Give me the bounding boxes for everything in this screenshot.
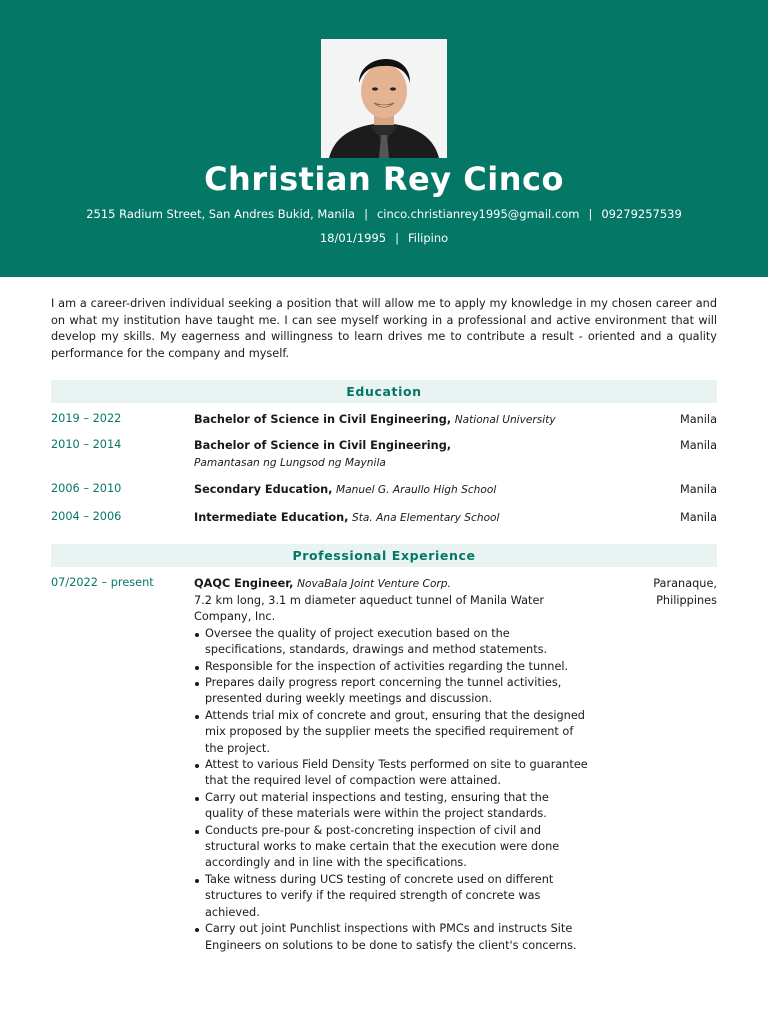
education-dates: 2010 – 2014 bbox=[51, 438, 122, 451]
list-item: Responsible for the inspection of activities regarding the tunnel. bbox=[194, 659, 589, 675]
list-item: Prepares daily progress report concerning the tunnel activities, presented during weekly meetings and discussion. bbox=[194, 675, 589, 708]
profile-photo-illustration bbox=[321, 39, 447, 158]
education-description bbox=[194, 438, 624, 471]
education-location: Manila bbox=[679, 511, 717, 524]
list-item: Conducts pre-pour & post-concreting inspection of civil and structural works to make certain that the execution were done accordingly and in line with the specifications. bbox=[194, 823, 589, 872]
list-item: Take witness during UCS testing of concrete used on different structures to verify if the required strength of concrete was achieved. bbox=[194, 872, 589, 921]
birthdate: 18/01/1995 bbox=[319, 231, 387, 245]
email: cinco.christianrey1995@gmail.com bbox=[376, 207, 580, 221]
degree: Bachelor of Science in Civil Engineering, bbox=[194, 413, 452, 426]
experience-heading: Professional Experience bbox=[51, 544, 717, 567]
education-description bbox=[194, 412, 624, 429]
project-description: 7.2 km long, 3.1 m diameter aqueduct tunnel of Manila Water Company, Inc. bbox=[194, 593, 545, 624]
school: Sta. Ana Elementary School bbox=[352, 512, 500, 524]
experience-dates: 07/2022 – present bbox=[51, 576, 154, 589]
experience-description bbox=[194, 576, 624, 954]
degree: Secondary Education, bbox=[194, 483, 333, 496]
location-country: Philippines bbox=[656, 593, 717, 607]
education-description bbox=[194, 510, 624, 527]
education-dates: 2006 – 2010 bbox=[51, 482, 122, 495]
school: National University bbox=[454, 414, 556, 426]
separator: | bbox=[588, 207, 593, 221]
contact-line bbox=[0, 207, 768, 221]
degree: Intermediate Education, bbox=[194, 511, 349, 524]
separator: | bbox=[395, 231, 399, 245]
candidate-name: Christian Rey Cinco bbox=[204, 160, 564, 198]
personal-line bbox=[0, 231, 768, 245]
nationality: Filipino bbox=[407, 231, 449, 245]
profile-photo bbox=[321, 39, 447, 158]
summary-paragraph: I am a career-driven individual seeking a position that will allow me to apply my knowledge in my chosen career and on what my institution have taught me. I can see myself working in a professional and active environment that will develop my skills. My eagerness and willingness to learn drives me to contribute a result - oriented and a quality performance for the company and myself. bbox=[51, 297, 717, 360]
phone: 09279257539 bbox=[601, 207, 682, 221]
location-city: Paranaque, bbox=[653, 577, 717, 590]
job-title-line bbox=[194, 576, 624, 593]
school: Pamantasan ng Lungsod ng Maynila bbox=[194, 456, 386, 469]
education-location: Manila bbox=[679, 413, 717, 426]
school: Manuel G. Araullo High School bbox=[336, 484, 497, 496]
address: 2515 Radium Street, San Andres Bukid, Manila bbox=[86, 207, 356, 221]
list-item: Oversee the quality of project execution based on the specifications, standards, drawings and method statements. bbox=[194, 626, 589, 659]
education-location: Manila bbox=[679, 483, 717, 496]
job-title: QAQC Engineer, bbox=[194, 577, 294, 590]
experience-location bbox=[653, 576, 717, 609]
education-description bbox=[194, 482, 624, 499]
company: NovaBala Joint Venture Corp. bbox=[297, 578, 451, 590]
education-dates: 2004 – 2006 bbox=[51, 510, 122, 523]
list-item: Attest to various Field Density Tests performed on site to guarantee that the required level of compaction were attained. bbox=[194, 757, 589, 790]
list-item: Carry out material inspections and testing, ensuring that the quality of these materials were within the project standards. bbox=[194, 790, 589, 823]
list-item: Carry out joint Punchlist inspections with PMCs and instructs Site Engineers on solutions to be done to satisfy the client's concerns. bbox=[194, 921, 589, 954]
separator: | bbox=[364, 207, 368, 221]
degree: Bachelor of Science in Civil Engineering, bbox=[194, 439, 452, 452]
header-banner bbox=[0, 0, 768, 277]
education-heading: Education bbox=[51, 380, 717, 403]
education-location: Manila bbox=[679, 439, 717, 452]
list-item: Attends trial mix of concrete and grout, ensuring that the designed mix proposed by the supplier meets the specified requirement of the project. bbox=[194, 708, 589, 757]
responsibilities-list bbox=[194, 626, 589, 954]
education-dates: 2019 – 2022 bbox=[51, 412, 122, 425]
